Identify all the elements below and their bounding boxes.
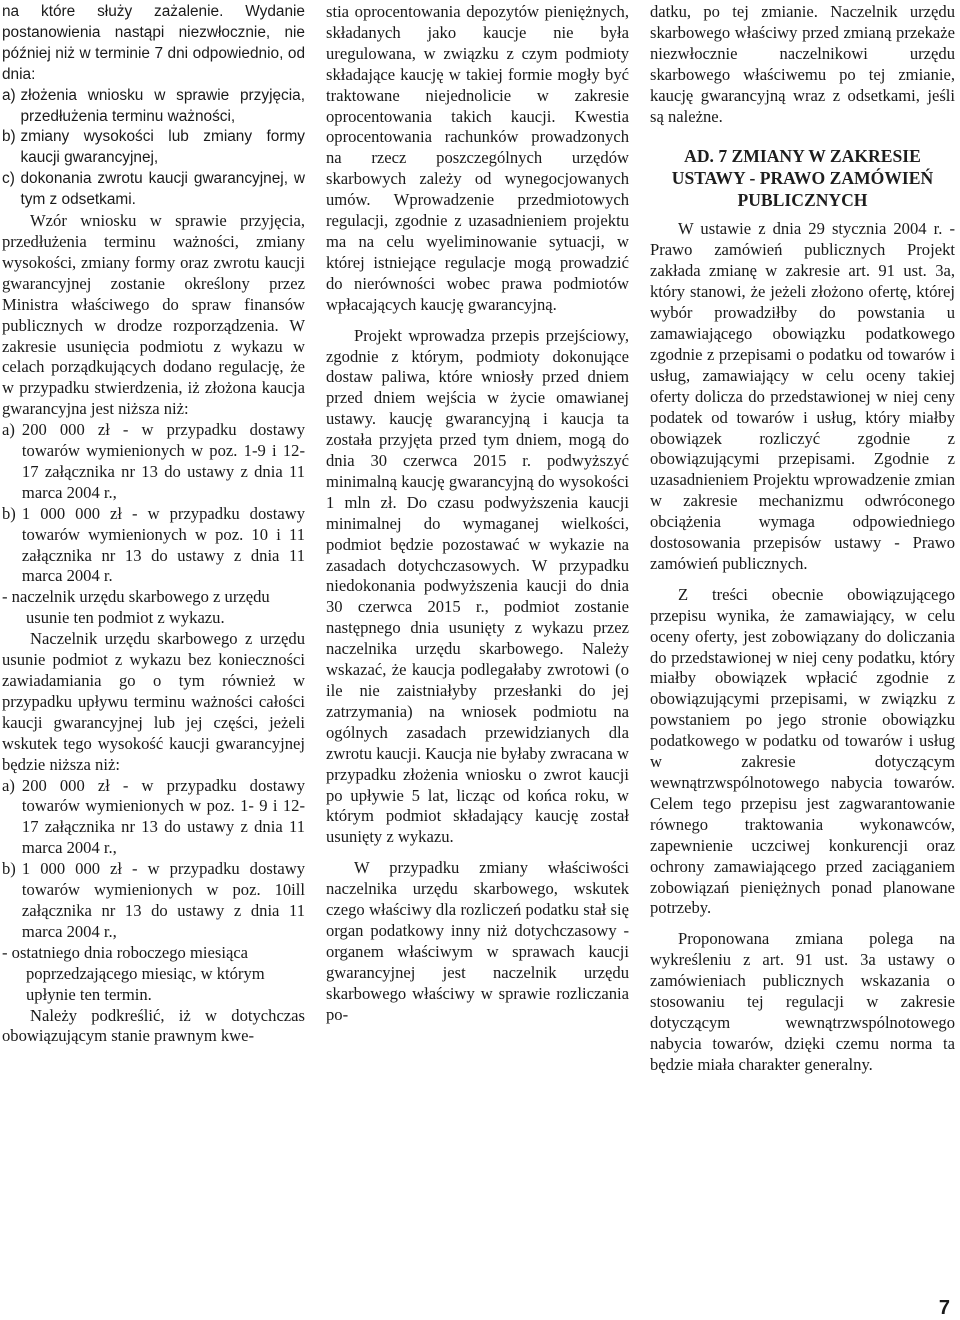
section-heading: AD. 7 ZMIANY W ZAKRESIE USTAWY - PRAWO ZAMÓWIEŃ PUBLICZNYCH	[671, 146, 934, 211]
list-item: a) 200 000 zł - w przypadku dostawy towarów wymienionych w poz. 1-9 i 12-17 załącznika nr 13 do ustawy z dnia 11 marca 2004 r.,	[2, 420, 305, 502]
paragraph: W przypadku zmiany właściwości naczelnika urzędu skarbowego, wskutek czego właściwy dla rozliczeń podatku stał się organ podatkowy inny niż dotychczasowy - organem właściwym w sprawach kaucji gwarancyjnej jest naczelnik urzędu skarbowego właściwy w sprawie rozliczania po-	[326, 858, 629, 1024]
paragraph: Projekt wprowadza przepis przejściowy, zgodnie z którym, podmioty dokonujące dostaw paliwa, które wniosły przed dniem przed dniem wejścia w życie omawianej ustawy. kaucję gwarancyjną i kaucja ta została przyjęta przed tym dniem, mogą do dnia 30 czerwca 2015 r. podwyższyć minimalną kaucję gwarancyjną do wysokości 1 mln zł. Do czasu podwyższenia kaucji minimalnej do wymaganej wielkości, podmiot będzie pozostawać w wykazie na zasadach dotychczasowych. W przypadku niedokonania podwyższenia kaucji do dnia 30 czerwca 2015 r., podmiot zostanie następnego dnia usunięty z wykazu przez naczelnika urzędu skarbowego. Należy wskazać, że kaucja podlegałaby zwrotowi (o ile nie zaistniałyby przesłanki do jej zatrzymania) na wniosek podmiotu na ogólnych zasadach przewidzianych dla zwrotu kaucji. Kaucja nie byłaby zwracana w przypadku złożenia wniosku o zwrot kaucji po upływie 5 lat, licząc od końca roku, w którym podmiot składający kaucję został usunięty z wykazu.	[326, 325, 629, 847]
column-1	[2, 2, 305, 1047]
list-item: a) 200 000 zł - w przypadku dostawy towarów wymienionych w poz. 1- 9 i 12-17 załącznika nr 13 do ustawy z dnia 11 marca 2004 r.,	[2, 775, 305, 858]
list-item: b) zmiany wysokości lub zmiany formy kaucji gwarancyjnej,	[2, 128, 305, 167]
paragraph: Należy podkreślić, iż w dotychczas obowiązującym stanie prawnym kwe-	[2, 1005, 305, 1046]
paragraph: stia oprocentowania depozytów pieniężnych, składanych jako kaucje nie była uregulowana, w związku z czym podmioty składające kaucję w takiej formie mogły być traktowane niejednolicie w zakresie oprocentowania takich kaucji. Kwestia oprocentowania rachunków prowadzonych na rzecz poszczególnych urzędów skarbowych zależy od wynegocjowanych umów. Wprowadzenie przedmiotowych regulacji, zgodnie z uzasadnieniem projektu ma na celu wyeliminowanie sytuacji, w której istniejące regulacje mogą prowadzić do nierówności wobec prawa podmiotów wpłacających kaucję gwarancyjną.	[326, 2, 629, 314]
dash-item: - ostatniego dnia roboczego miesiąca poprzedzającego miesiąc, w którym upłynie ten termin.	[2, 942, 265, 1004]
list-item: b) 1 000 000 zł - w przypadku dostawy towarów wymienionych w poz. 10 i 11 załącznika nr 13 do ustawy z dnia 11 marca 2004 r.	[2, 503, 305, 586]
paragraph: Proponowana zmiana polega na wykreśleniu z art. 91 ust. 3a ustawy o zamówieniach publicznych wskazania o stosowaniu tej regulacji w zakresie dotyczącym wewnątrzwspólnotowego nabycia towarów, dzięki czemu norma ta będzie miała charakter generalny.	[650, 929, 955, 1074]
column-3	[650, 2, 955, 1076]
list-item: a) złożenia wniosku w sprawie przyjęcia, przedłużenia terminu ważności,	[2, 86, 305, 125]
dash-item: - naczelnik urzędu skarbowego z urzędu usunie ten podmiot z wykazu.	[2, 587, 270, 628]
paragraph: Z treści obecnie obowiązującego przepisu wynika, że zamawiający, w celu oceny oferty, jest zobowiązany do doliczania do przedstawionej w niej ceny podatku, który miałby obowiązek wpłacić zgodnie z obowiązującymi przepisami, w związku z powstaniem po jego stronie obowiązku podatkowego w podatku od towarów i usług w zakresie dotyczącym wewnątrzwspólnotowego nabycia towarów. Celem tego przepisu jest zagwarantowanie równego traktowania wykonawców, zapewnienie uczciwej konkurencji oraz ochrony zamawiającego przed zaciąganiem zobowiązań pieniężnych ponad planowane potrzeby.	[650, 584, 955, 918]
paragraph: datku, po tej zmianie. Naczelnik urzędu skarbowego właściwy przed zmianą przekaże niezwłocznie naczelnikowi urzędu skarbowego właściwemu po tej zmianie, kaucję gwarancyjną wraz z odsetkami, jeśli są należne.	[650, 2, 955, 126]
paragraph: Naczelnik urzędu skarbowego z urzędu usunie podmiot z wykazu bez konieczności zawiadamiania go o tym również w przypadku upływu terminu ważności całości kaucji gwarancyjnej lub jej części, jeżeli wskutek tego wysokość kaucji gwarancyjnej będzie niższa niż:	[2, 629, 305, 774]
column-2	[326, 2, 629, 1026]
list-item: b) 1 000 000 zł - w przypadku dostawy towarów wymienionych w poz. 10ill załącznika nr 13 do ustawy z dnia 11 marca 2004 r.,	[2, 859, 305, 941]
page-number: 7	[938, 1297, 950, 1319]
paragraph: na które służy zażalenie. Wydanie postanowienia nastąpi niezwłocznie, nie później niż w terminie 7 dni odpowiednio, od dnia:	[2, 3, 305, 83]
paragraph: W ustawie z dnia 29 stycznia 2004 r. - Prawo zamówień publicznych Projekt zakłada zmianę w zakresie art. 91 ust. 3a, który stanowi, że jeżeli złożono ofertę, której wybór prowadziłby do powstania u zamawiającego obowiązku podatkowego zgodnie z przepisami o podatku od towarów i usług, zamawiający w celu oceny takiej oferty dolicza do przedstawionej w niej ceny podatek od towarów i usług, który miałby obowiązek rozliczyć zgodnie z obowiązującymi przepisami. Zgodnie z uzasadnieniem Projektu wprowadzenie zmian w zakresie mechanizmu odwróconego obciążenia wymaga odpowiedniego dostosowania przepisów ustawy - Prawo zamówień publicznych.	[650, 219, 955, 573]
paragraph: Wzór wniosku w sprawie przyjęcia, przedłużenia terminu ważności, zmiany wysokości, zmiany formy oraz zwrotu kaucji gwarancyjnej zostanie określony przez Ministra właściwego do spraw finansów publicznych w drodze rozporządzenia. W zakresie usunięcia podmiotu z wykazu w celach porządkujących dodano regulację, że w przypadku stwierdzenia, iż złożona kaucja gwarancyjna jest niższa niż:	[2, 211, 305, 419]
list-item: c) dokonania zwrotu kaucji gwarancyjnej, w tym z odsetkami.	[2, 170, 305, 209]
